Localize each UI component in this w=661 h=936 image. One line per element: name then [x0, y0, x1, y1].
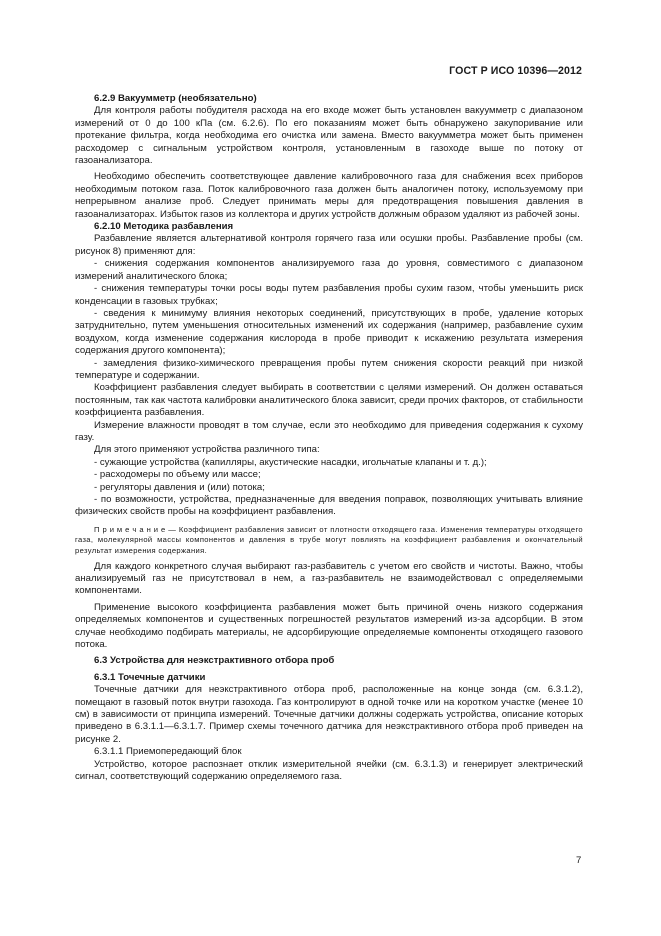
section-heading: 6.2.9 Вакуумметр (необязательно) — [94, 93, 257, 104]
subsection-heading: 6.3.1 Точечные датчики — [94, 671, 206, 683]
document-header: ГОСТ Р ИСО 10396—2012 — [449, 65, 582, 77]
paragraph: Для контроля работы побудителя расхода на его входе может быть установлен вакуумметр с диапазоном измерений от 0 до 100 кПа (см. 6.2.6). По его показаниям может быть обнаружено закупоривание или протекание фильтра, когда необходима его очистка или замена. Вместо вакуумметра может быть применен расходомер с сигнальным устройством контроля, установленным в газоходе выше по потоку от газоанализатора. — [75, 105, 583, 167]
section-heading: 6.2.10 Методика разбавления — [94, 221, 234, 233]
paragraph: Измерение влажности проводят в том случае, если это необходимо для приведения содержания к сухому газу. — [75, 419, 583, 443]
list-item: - по возможности, устройства, предназначенные для введения поправок, позволяющих учитывать влияние физических свойств пробы на коэффициент разбавления. — [75, 494, 583, 518]
note: П р и м е ч а н и е — Коэффициент разбавления зависит от плотности отходящего газа. Изменения температуры отходящего газа, молекулярной массы компонентов и давления в трубе могут повлиять на коэффициент разбавления и окончательный результат измерения содержания. — [75, 524, 583, 555]
paragraph: Необходимо обеспечить соответствующее давление калибровочного газа для снабжения всех приборов необходимым потоком газа. Поток калибровочного газа должен быть аналогичен потоку, используемому при непрерывном анализе проб. Следует принимать меры для предотвращения повышения давления в газоанализаторах. Избыток газов из коллектора и других устройств должным образом удаляют из рабочей зоны. — [75, 171, 583, 220]
paragraph: Устройство, которое распознает отклик измерительной ячейки (см. 6.3.1.3) и генерирует электрический сигнал, соответствующий содержанию определяемого газа. — [75, 758, 583, 783]
list-item: - регуляторы давления и (или) потока; — [94, 481, 265, 493]
list-item: - сведения к минимуму влияния некоторых соединений, присутствующих в пробе, удаление которых затруднительно, путем уменьшения относительных изменений их содержания (например, разбавление сухим воздухом, когда изменение содержания кислорода в пробе приводит к искажению результата измерения содержания другого компонента); — [75, 307, 583, 357]
list-item: - снижения температуры точки росы воды путем разбавления пробы сухим газом, чтобы уменьшить риск конденсации в газовых трубках; — [75, 283, 583, 307]
list-item: - замедления физико-химического превращения пробы путем снижения скорости реакций при низкой температуре и содержании. — [75, 357, 583, 381]
paragraph: Для этого применяют устройства различного типа: — [94, 444, 320, 456]
paragraph: Применение высокого коэффициента разбавления может быть причиной очень низкого содержания определяемых компонентов и существенных погрешностей результатов измерений из-за адсорбции. В этом случае необходимо подбирать материалы, не адсорбирующие определяемые компоненты отходящего газового потока. — [75, 601, 583, 651]
section-heading: 6.3 Устройства для неэкстрактивного отбора проб — [94, 655, 335, 667]
document-body — [75, 93, 583, 784]
paragraph: Разбавление является альтернативой контроля горячего газа или осушки пробы. Разбавление пробы (см. рисунок 8) применяют для: — [75, 233, 583, 257]
subsection-heading: 6.3.1.1 Приемопередающий блок — [94, 746, 242, 758]
list-item: - расходомеры по объему или массе; — [94, 469, 261, 481]
paragraph: Коэффициент разбавления следует выбирать в соответствии с целями измерений. Он должен оставаться постоянным, так как частота калибровки аналитического блока зависит, среди прочих факторов, от стабильности коэффициента разбавления. — [75, 382, 583, 419]
paragraph: Точечные датчики для неэкстрактивного отбора проб, расположенные на конце зонда (см. 6.3.1.2), помещают в газовый поток внутри газохода. Газ контролируют в одной точке или на коротком участке (менее 10 см) в зависимости от принципа измерений. Точечные датчики должны содержать устройства, описание которых приведено в 6.3.1.1—6.3.1.7. Пример схемы точечного датчика для неэкстрактивного отбора проб приведен на рисунке 2. — [75, 684, 583, 745]
list-item: - снижения содержания компонентов анализируемого газа до уровня, совместимого с диапазоном измерений аналитического блока; — [75, 258, 583, 282]
list-item: - сужающие устройства (капилляры, акустические насадки, игольчатые клапаны и т. д.); — [94, 456, 487, 468]
page-number: 7 — [576, 855, 582, 866]
paragraph: Для каждого конкретного случая выбирают газ-разбавитель с учетом его свойств и чистоты. Важно, чтобы анализируемый газ не присутствовал в нем, а газ-разбавитель не взаимодействовал с определяемыми компонентами. — [75, 560, 583, 597]
